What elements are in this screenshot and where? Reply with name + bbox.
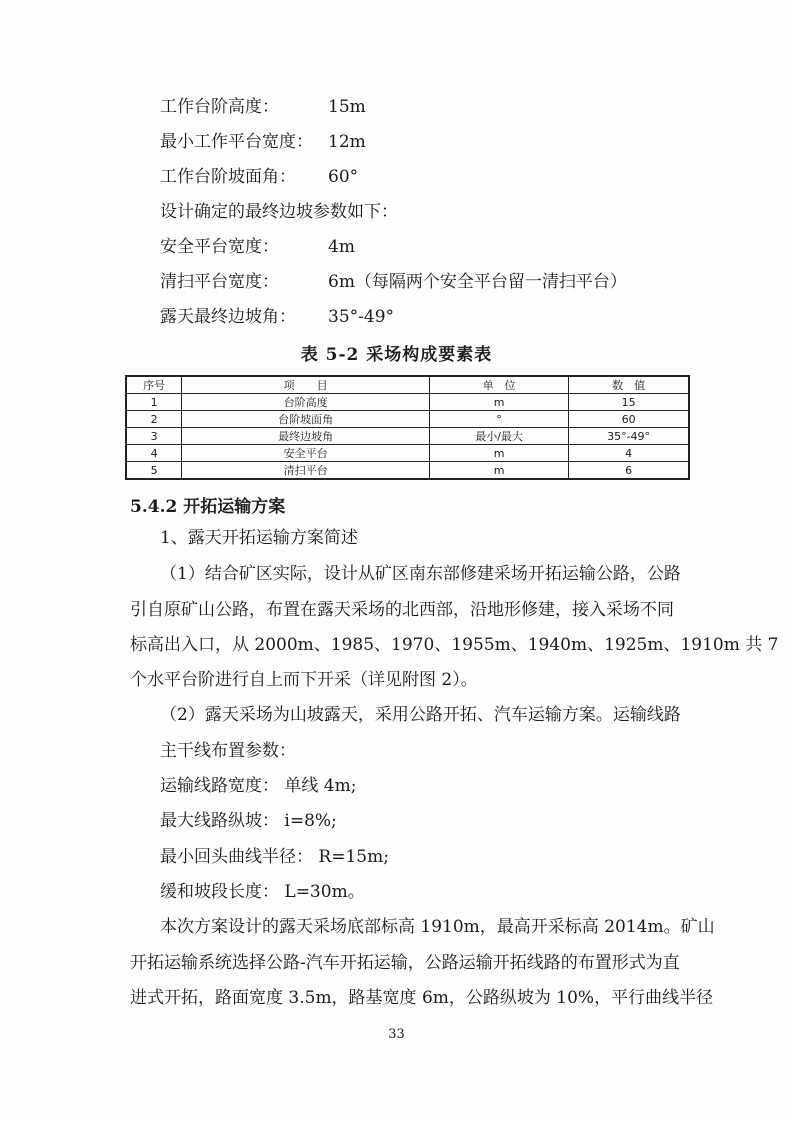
road-param: 最大线路纵坡： i=8%; — [160, 811, 337, 831]
table-cell: m — [429, 394, 568, 411]
paragraph-line: 主干线布置参数： — [160, 741, 296, 761]
table-cell: 4 — [126, 445, 182, 462]
paragraph-line: 开拓运输系统选择公路-汽车开拓运输，公路运输开拓线路的布置形式为直 — [130, 953, 680, 973]
paragraph-line: （1）结合矿区实际，设计从矿区南东部修建采场开拓运输公路，公路 — [160, 564, 681, 584]
param-value: 4m — [328, 237, 355, 257]
table-cell: 15 — [569, 394, 689, 411]
param-row — [160, 131, 366, 153]
header-cell: 单 位 — [429, 376, 568, 394]
table-cell: 5 — [126, 462, 182, 480]
section-heading: 5.4.2 开拓运输方案 — [130, 497, 286, 517]
road-param: 运输线路宽度： 单线 4m; — [160, 776, 357, 796]
table-cell: 清扫平台 — [182, 462, 430, 480]
table-cell: 安全平台 — [182, 445, 430, 462]
subsection-title: 1、露天开拓运输方案简述 — [160, 528, 358, 548]
table-caption: 表 5-2 采场构成要素表 — [300, 345, 493, 365]
table-cell: 35°-49° — [569, 428, 689, 445]
table-cell: 台阶高度 — [182, 394, 430, 411]
table-row — [126, 411, 689, 428]
param-value: 6m（每隔两个安全平台留一清扫平台） — [328, 272, 627, 292]
road-param: 缓和坡段长度： L=30m。 — [160, 882, 365, 902]
page-number: 33 — [388, 1027, 405, 1042]
param-label: 安全平台宽度： — [160, 237, 279, 257]
paragraph-line: 引自原矿山公路，布置在露天采场的北西部，沿地形修建，接入采场不同 — [130, 600, 674, 620]
table-cell: m — [429, 445, 568, 462]
table-row — [126, 445, 689, 462]
header-cell: 数 值 — [569, 376, 689, 394]
param-row — [160, 236, 355, 258]
table-cell: ° — [429, 411, 568, 428]
table-cell: 3 — [126, 428, 182, 445]
param-row — [160, 271, 627, 293]
param-label: 清扫平台宽度： — [160, 272, 279, 292]
paragraph-line: 本次方案设计的露天采场底部标高 1910m，最高开采标高 2014m。矿山 — [160, 917, 715, 937]
param-label: 露天最终边坡角： — [160, 307, 296, 327]
paragraph-line: （2）露天采场为山坡露天，采用公路开拓、汽车运输方案。运输线路 — [160, 705, 681, 725]
paragraph-line: 标高出入口，从 2000m、1985、1970、1955m、1940m、1925m、1910m 共 7 — [130, 635, 779, 655]
table-cell: 2 — [126, 411, 182, 428]
param-label: 工作台阶坡面角： — [160, 167, 296, 187]
paragraph-line: 进式开拓，路面宽度 3.5m，路基宽度 6m，公路纵坡为 10%，平行曲线半径 — [130, 988, 714, 1008]
table-cell: m — [429, 462, 568, 480]
road-param: 最小回头曲线半径： R=15m; — [160, 847, 389, 867]
table-cell: 60 — [569, 411, 689, 428]
spec-table — [125, 375, 690, 480]
table-cell: 1 — [126, 394, 182, 411]
header-cell: 序号 — [126, 376, 182, 394]
paragraph-line: 个水平台阶进行自上而下开采（详见附图 2）。 — [130, 670, 478, 690]
param-value: 60° — [328, 167, 359, 187]
param-value: 35°-49° — [328, 307, 395, 327]
param-row — [160, 166, 359, 188]
header-cell: 项 目 — [182, 376, 430, 394]
param-label: 最小工作平台宽度： — [160, 132, 313, 152]
param-row — [160, 306, 395, 328]
table-cell: 台阶坡面角 — [182, 411, 430, 428]
param-label: 工作台阶高度： — [160, 97, 279, 117]
table-cell: 6 — [569, 462, 689, 480]
param-row — [160, 96, 366, 118]
table-row — [126, 394, 689, 411]
table-cell: 4 — [569, 445, 689, 462]
table-row — [126, 462, 689, 480]
intro-text: 设计确定的最终边坡参数如下： — [160, 202, 398, 222]
table-header-row — [126, 376, 689, 394]
param-value: 15m — [328, 97, 366, 117]
table-row — [126, 428, 689, 445]
param-value: 12m — [328, 132, 366, 152]
table-cell: 最终边坡角 — [182, 428, 430, 445]
table-cell: 最小/最大 — [429, 428, 568, 445]
